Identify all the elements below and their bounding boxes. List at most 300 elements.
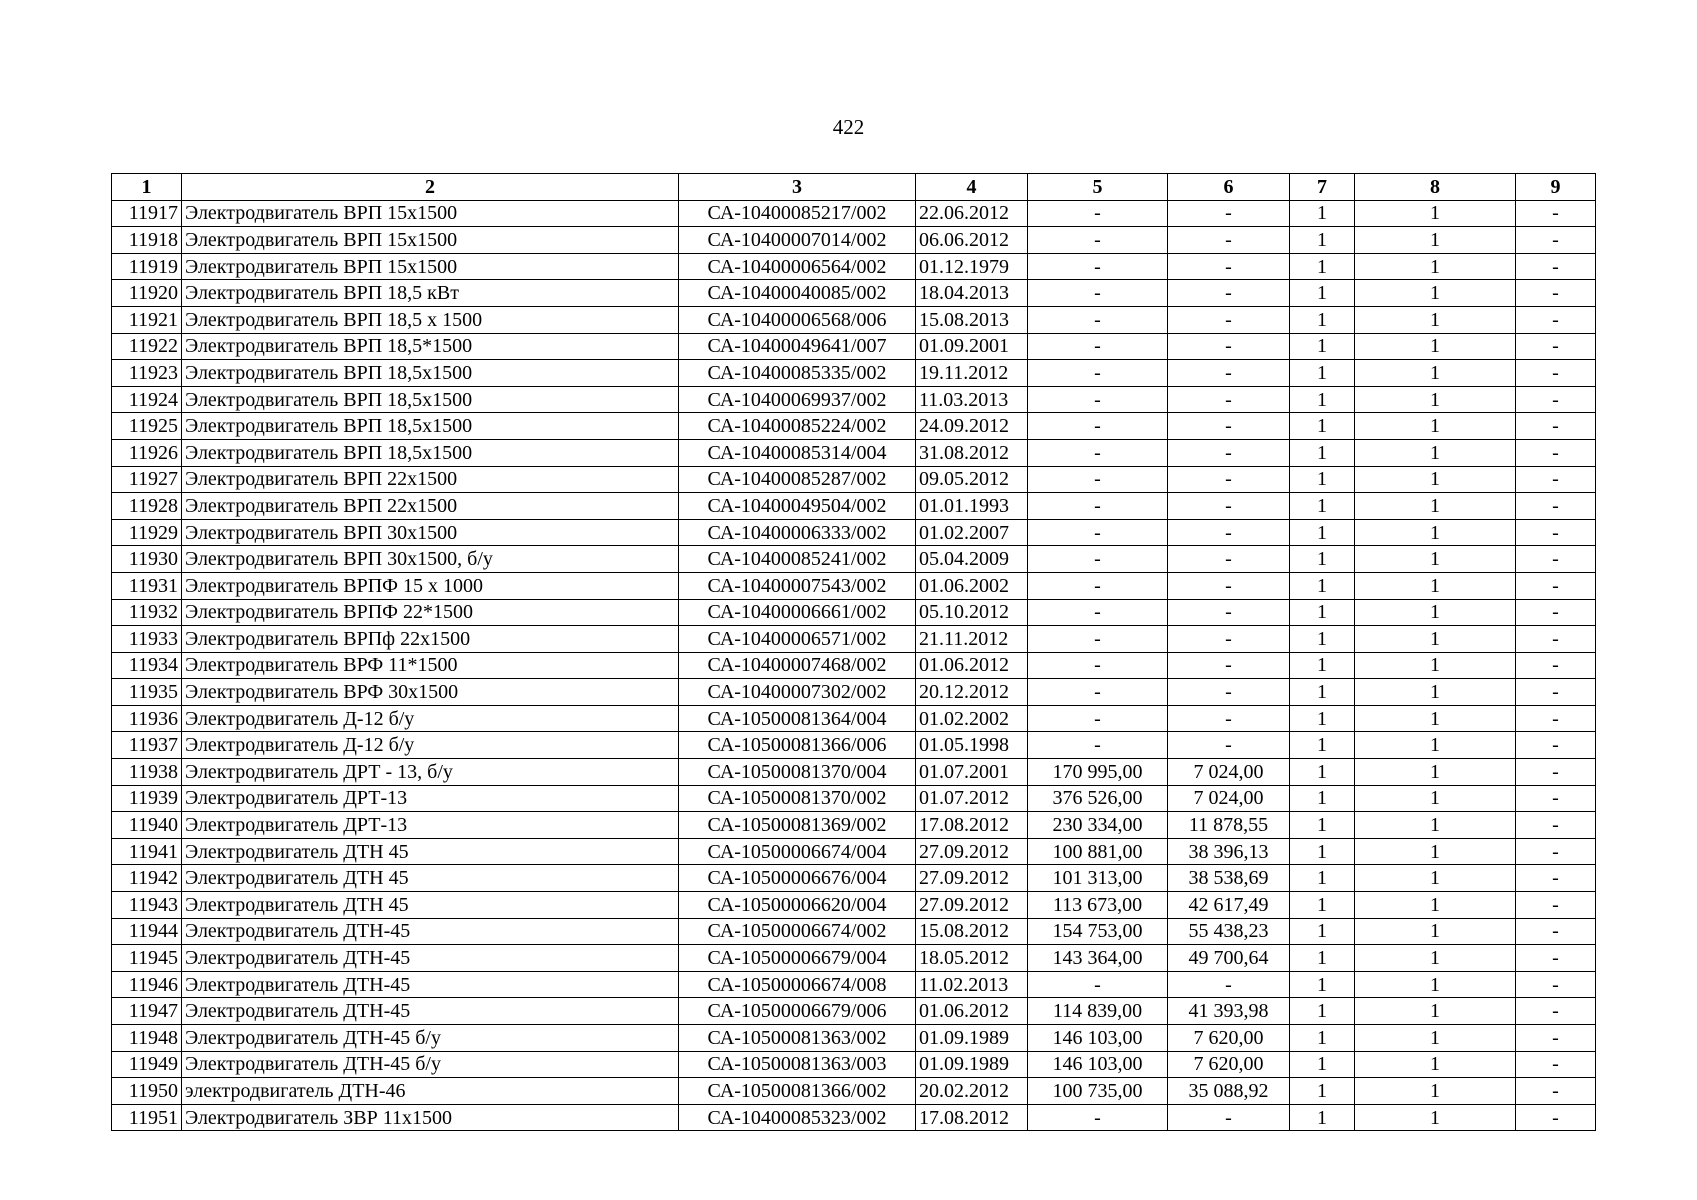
cell-item-name: Электродвигатель ВРП 15х1500 (182, 253, 679, 280)
cell-row-number: 11935 (112, 679, 182, 706)
cell-note: - (1516, 546, 1596, 573)
cell-date: 01.12.1979 (916, 253, 1028, 280)
cell-inventory-number: СА-10400085241/002 (679, 546, 916, 573)
table-header-row (112, 174, 1596, 201)
cell-row-number: 11951 (112, 1104, 182, 1131)
cell-quantity: 1 (1290, 812, 1355, 839)
cell-residual-cost: - (1168, 626, 1290, 653)
cell-item-name: Электродвигатель ДТН 45 (182, 838, 679, 865)
cell-date: 19.11.2012 (916, 360, 1028, 387)
cell-note: - (1516, 280, 1596, 307)
column-header-8: 8 (1355, 174, 1516, 201)
cell-item-name: электродвигатель ДТН-46 (182, 1078, 679, 1105)
cell-quantity: 1 (1290, 785, 1355, 812)
cell-inventory-number: СА-10400007302/002 (679, 679, 916, 706)
cell-row-number: 11937 (112, 732, 182, 759)
cell-item-name: Электродвигатель ДТН-45 (182, 918, 679, 945)
cell-item-name: Электродвигатель ВРП 22х1500 (182, 466, 679, 493)
table-row (112, 945, 1596, 972)
cell-date: 01.06.2012 (916, 652, 1028, 679)
table-row (112, 466, 1596, 493)
table-row (112, 1078, 1596, 1105)
cell-note: - (1516, 439, 1596, 466)
cell-initial-cost: 113 673,00 (1028, 892, 1168, 919)
column-header-7: 7 (1290, 174, 1355, 201)
cell-inventory-number: СА-10500081363/002 (679, 1025, 916, 1052)
cell-quantity: 1 (1290, 971, 1355, 998)
cell-quantity-2: 1 (1355, 1078, 1516, 1105)
cell-row-number: 11919 (112, 253, 182, 280)
cell-row-number: 11925 (112, 413, 182, 440)
cell-residual-cost: - (1168, 227, 1290, 254)
cell-residual-cost: - (1168, 652, 1290, 679)
cell-initial-cost: - (1028, 679, 1168, 706)
cell-note: - (1516, 865, 1596, 892)
cell-inventory-number: СА-10500081364/004 (679, 705, 916, 732)
cell-inventory-number: СА-10500006674/004 (679, 838, 916, 865)
cell-inventory-number: СА-10500081366/006 (679, 732, 916, 759)
cell-row-number: 11946 (112, 971, 182, 998)
cell-quantity-2: 1 (1355, 466, 1516, 493)
cell-note: - (1516, 466, 1596, 493)
table-row (112, 998, 1596, 1025)
cell-note: - (1516, 1104, 1596, 1131)
cell-inventory-number: СА-10400040085/002 (679, 280, 916, 307)
cell-residual-cost: - (1168, 280, 1290, 307)
cell-note: - (1516, 705, 1596, 732)
cell-quantity: 1 (1290, 865, 1355, 892)
cell-initial-cost: 170 995,00 (1028, 759, 1168, 786)
cell-initial-cost: - (1028, 200, 1168, 227)
cell-note: - (1516, 812, 1596, 839)
cell-quantity: 1 (1290, 386, 1355, 413)
cell-initial-cost: - (1028, 572, 1168, 599)
cell-note: - (1516, 493, 1596, 520)
cell-item-name: Электродвигатель ДТН 45 (182, 892, 679, 919)
cell-initial-cost: - (1028, 732, 1168, 759)
cell-quantity: 1 (1290, 759, 1355, 786)
cell-initial-cost: - (1028, 519, 1168, 546)
cell-row-number: 11938 (112, 759, 182, 786)
cell-quantity: 1 (1290, 732, 1355, 759)
cell-quantity-2: 1 (1355, 360, 1516, 387)
cell-row-number: 11941 (112, 838, 182, 865)
cell-residual-cost: - (1168, 200, 1290, 227)
cell-residual-cost: - (1168, 519, 1290, 546)
cell-quantity: 1 (1290, 360, 1355, 387)
cell-row-number: 11943 (112, 892, 182, 919)
cell-quantity: 1 (1290, 626, 1355, 653)
cell-row-number: 11929 (112, 519, 182, 546)
cell-residual-cost: - (1168, 599, 1290, 626)
cell-inventory-number: СА-10400085224/002 (679, 413, 916, 440)
table-row (112, 918, 1596, 945)
cell-inventory-number: СА-10400085335/002 (679, 360, 916, 387)
cell-item-name: Электродвигатель ДТН-45 б/у (182, 1025, 679, 1052)
cell-item-name: Электродвигатель ВРП 18,5х1500 (182, 413, 679, 440)
cell-item-name: Электродвигатель ДРТ - 13, б/у (182, 759, 679, 786)
cell-date: 27.09.2012 (916, 892, 1028, 919)
cell-date: 15.08.2013 (916, 306, 1028, 333)
cell-row-number: 11930 (112, 546, 182, 573)
table-row (112, 865, 1596, 892)
cell-quantity: 1 (1290, 705, 1355, 732)
cell-quantity: 1 (1290, 253, 1355, 280)
cell-initial-cost: - (1028, 1104, 1168, 1131)
cell-note: - (1516, 759, 1596, 786)
cell-date: 18.05.2012 (916, 945, 1028, 972)
cell-quantity: 1 (1290, 572, 1355, 599)
cell-quantity-2: 1 (1355, 439, 1516, 466)
cell-initial-cost: 146 103,00 (1028, 1051, 1168, 1078)
cell-date: 24.09.2012 (916, 413, 1028, 440)
cell-row-number: 11950 (112, 1078, 182, 1105)
cell-row-number: 11942 (112, 865, 182, 892)
cell-row-number: 11921 (112, 306, 182, 333)
cell-date: 27.09.2012 (916, 865, 1028, 892)
cell-row-number: 11927 (112, 466, 182, 493)
cell-quantity: 1 (1290, 945, 1355, 972)
cell-quantity-2: 1 (1355, 253, 1516, 280)
cell-item-name: Электродвигатель ДРТ-13 (182, 812, 679, 839)
cell-date: 01.09.1989 (916, 1025, 1028, 1052)
cell-residual-cost: 38 396,13 (1168, 838, 1290, 865)
cell-inventory-number: СА-10400049641/007 (679, 333, 916, 360)
cell-date: 09.05.2012 (916, 466, 1028, 493)
cell-item-name: Электродвигатель ЗВР 11х1500 (182, 1104, 679, 1131)
cell-note: - (1516, 306, 1596, 333)
cell-residual-cost: - (1168, 546, 1290, 573)
cell-initial-cost: - (1028, 386, 1168, 413)
cell-quantity: 1 (1290, 413, 1355, 440)
cell-date: 11.02.2013 (916, 971, 1028, 998)
page-number: 422 (832, 115, 865, 139)
cell-residual-cost: 38 538,69 (1168, 865, 1290, 892)
cell-note: - (1516, 838, 1596, 865)
cell-note: - (1516, 732, 1596, 759)
table-row (112, 838, 1596, 865)
cell-initial-cost: - (1028, 705, 1168, 732)
cell-quantity: 1 (1290, 306, 1355, 333)
cell-note: - (1516, 386, 1596, 413)
cell-date: 11.03.2013 (916, 386, 1028, 413)
cell-initial-cost: - (1028, 253, 1168, 280)
table-row (112, 306, 1596, 333)
cell-residual-cost: - (1168, 386, 1290, 413)
cell-residual-cost: - (1168, 971, 1290, 998)
cell-note: - (1516, 971, 1596, 998)
cell-initial-cost: - (1028, 971, 1168, 998)
cell-residual-cost: - (1168, 493, 1290, 520)
cell-row-number: 11944 (112, 918, 182, 945)
table-row (112, 652, 1596, 679)
cell-item-name: Электродвигатель ВРП 30х1500, б/у (182, 546, 679, 573)
cell-quantity: 1 (1290, 333, 1355, 360)
cell-quantity-2: 1 (1355, 333, 1516, 360)
cell-quantity-2: 1 (1355, 626, 1516, 653)
table-row (112, 812, 1596, 839)
cell-note: - (1516, 1051, 1596, 1078)
cell-item-name: Электродвигатель ВРФ 11*1500 (182, 652, 679, 679)
cell-residual-cost: - (1168, 679, 1290, 706)
cell-quantity: 1 (1290, 546, 1355, 573)
cell-inventory-number: СА-10500006679/004 (679, 945, 916, 972)
table-row (112, 333, 1596, 360)
cell-item-name: Электродвигатель Д-12 б/у (182, 705, 679, 732)
cell-inventory-number: СА-10400006661/002 (679, 599, 916, 626)
cell-residual-cost: - (1168, 705, 1290, 732)
table-row (112, 439, 1596, 466)
cell-initial-cost: - (1028, 652, 1168, 679)
cell-item-name: Электродвигатель ВРПф 22х1500 (182, 626, 679, 653)
cell-residual-cost: - (1168, 466, 1290, 493)
cell-inventory-number: СА-10500081366/002 (679, 1078, 916, 1105)
cell-date: 01.06.2002 (916, 572, 1028, 599)
cell-inventory-number: СА-10400006568/006 (679, 306, 916, 333)
cell-quantity-2: 1 (1355, 1025, 1516, 1052)
cell-quantity: 1 (1290, 519, 1355, 546)
cell-quantity: 1 (1290, 227, 1355, 254)
table-row (112, 732, 1596, 759)
table-row (112, 280, 1596, 307)
cell-inventory-number: СА-10500006674/002 (679, 918, 916, 945)
cell-quantity: 1 (1290, 280, 1355, 307)
cell-item-name: Электродвигатель ВРП 18,5х1500 (182, 386, 679, 413)
cell-inventory-number: СА-10400085314/004 (679, 439, 916, 466)
table-row (112, 413, 1596, 440)
cell-date: 17.08.2012 (916, 1104, 1028, 1131)
cell-note: - (1516, 253, 1596, 280)
cell-initial-cost: - (1028, 413, 1168, 440)
cell-quantity-2: 1 (1355, 519, 1516, 546)
table-row (112, 971, 1596, 998)
cell-quantity: 1 (1290, 493, 1355, 520)
cell-residual-cost: 11 878,55 (1168, 812, 1290, 839)
cell-quantity: 1 (1290, 838, 1355, 865)
cell-initial-cost: - (1028, 333, 1168, 360)
cell-note: - (1516, 918, 1596, 945)
cell-quantity: 1 (1290, 918, 1355, 945)
cell-date: 01.07.2001 (916, 759, 1028, 786)
cell-quantity-2: 1 (1355, 679, 1516, 706)
column-header-3: 3 (679, 174, 916, 201)
cell-row-number: 11926 (112, 439, 182, 466)
cell-note: - (1516, 626, 1596, 653)
cell-quantity-2: 1 (1355, 892, 1516, 919)
cell-inventory-number: СА-10500081363/003 (679, 1051, 916, 1078)
table-row (112, 599, 1596, 626)
cell-initial-cost: - (1028, 546, 1168, 573)
cell-initial-cost: 376 526,00 (1028, 785, 1168, 812)
cell-item-name: Электродвигатель ВРП 18,5х1500 (182, 439, 679, 466)
cell-residual-cost: - (1168, 360, 1290, 387)
table-row (112, 493, 1596, 520)
cell-inventory-number: СА-10400085287/002 (679, 466, 916, 493)
cell-note: - (1516, 679, 1596, 706)
cell-residual-cost: - (1168, 572, 1290, 599)
table-row (112, 1025, 1596, 1052)
table-row (112, 785, 1596, 812)
cell-quantity: 1 (1290, 892, 1355, 919)
cell-quantity-2: 1 (1355, 945, 1516, 972)
cell-note: - (1516, 892, 1596, 919)
cell-inventory-number: СА-10400007014/002 (679, 227, 916, 254)
cell-quantity-2: 1 (1355, 493, 1516, 520)
cell-date: 01.02.2002 (916, 705, 1028, 732)
cell-quantity-2: 1 (1355, 227, 1516, 254)
cell-quantity: 1 (1290, 599, 1355, 626)
cell-note: - (1516, 652, 1596, 679)
table-row (112, 892, 1596, 919)
cell-quantity: 1 (1290, 1051, 1355, 1078)
cell-initial-cost: 114 839,00 (1028, 998, 1168, 1025)
cell-item-name: Электродвигатель ВРП 18,5*1500 (182, 333, 679, 360)
cell-item-name: Электродвигатель ДТН-45 б/у (182, 1051, 679, 1078)
cell-initial-cost: 154 753,00 (1028, 918, 1168, 945)
cell-date: 21.11.2012 (916, 626, 1028, 653)
cell-initial-cost: - (1028, 439, 1168, 466)
cell-date: 27.09.2012 (916, 838, 1028, 865)
cell-initial-cost: 230 334,00 (1028, 812, 1168, 839)
cell-note: - (1516, 360, 1596, 387)
cell-item-name: Электродвигатель ВРФ 30х1500 (182, 679, 679, 706)
cell-note: - (1516, 945, 1596, 972)
cell-date: 22.06.2012 (916, 200, 1028, 227)
cell-note: - (1516, 200, 1596, 227)
cell-row-number: 11949 (112, 1051, 182, 1078)
cell-initial-cost: 100 881,00 (1028, 838, 1168, 865)
table-row (112, 572, 1596, 599)
cell-initial-cost: 100 735,00 (1028, 1078, 1168, 1105)
cell-residual-cost: 7 620,00 (1168, 1025, 1290, 1052)
cell-date: 20.12.2012 (916, 679, 1028, 706)
cell-initial-cost: 143 364,00 (1028, 945, 1168, 972)
cell-quantity-2: 1 (1355, 572, 1516, 599)
table-row (112, 386, 1596, 413)
cell-row-number: 11948 (112, 1025, 182, 1052)
column-header-1: 1 (112, 174, 182, 201)
cell-quantity-2: 1 (1355, 838, 1516, 865)
cell-inventory-number: СА-10500006679/006 (679, 998, 916, 1025)
cell-date: 01.06.2012 (916, 998, 1028, 1025)
table-row (112, 1051, 1596, 1078)
cell-residual-cost: 41 393,98 (1168, 998, 1290, 1025)
cell-quantity-2: 1 (1355, 599, 1516, 626)
cell-inventory-number: СА-10500081369/002 (679, 812, 916, 839)
cell-item-name: Электродвигатель ДТН 45 (182, 865, 679, 892)
cell-item-name: Электродвигатель ВРПФ 15 х 1000 (182, 572, 679, 599)
cell-inventory-number: СА-10500006620/004 (679, 892, 916, 919)
column-header-2: 2 (182, 174, 679, 201)
cell-inventory-number: СА-10500081370/002 (679, 785, 916, 812)
cell-quantity: 1 (1290, 439, 1355, 466)
cell-inventory-number: СА-10400007468/002 (679, 652, 916, 679)
cell-row-number: 11931 (112, 572, 182, 599)
cell-row-number: 11928 (112, 493, 182, 520)
cell-inventory-number: СА-10400049504/002 (679, 493, 916, 520)
cell-inventory-number: СА-10400085217/002 (679, 200, 916, 227)
cell-row-number: 11932 (112, 599, 182, 626)
cell-quantity-2: 1 (1355, 413, 1516, 440)
cell-inventory-number: СА-10400007543/002 (679, 572, 916, 599)
cell-inventory-number: СА-10400085323/002 (679, 1104, 916, 1131)
cell-row-number: 11945 (112, 945, 182, 972)
cell-residual-cost: - (1168, 333, 1290, 360)
cell-note: - (1516, 519, 1596, 546)
cell-inventory-number: СА-10500081370/004 (679, 759, 916, 786)
cell-residual-cost: - (1168, 306, 1290, 333)
cell-quantity: 1 (1290, 1104, 1355, 1131)
cell-inventory-number: СА-10400006333/002 (679, 519, 916, 546)
table-row (112, 705, 1596, 732)
cell-row-number: 11923 (112, 360, 182, 387)
cell-note: - (1516, 1078, 1596, 1105)
cell-item-name: Электродвигатель ВРП 18,5х1500 (182, 360, 679, 387)
cell-residual-cost: - (1168, 439, 1290, 466)
cell-quantity-2: 1 (1355, 785, 1516, 812)
cell-row-number: 11917 (112, 200, 182, 227)
cell-item-name: Электродвигатель ДТН-45 (182, 971, 679, 998)
cell-residual-cost: - (1168, 1104, 1290, 1131)
cell-item-name: Электродвигатель Д-12 б/у (182, 732, 679, 759)
cell-residual-cost: - (1168, 732, 1290, 759)
table-row (112, 519, 1596, 546)
cell-item-name: Электродвигатель ВРПФ 22*1500 (182, 599, 679, 626)
cell-date: 20.02.2012 (916, 1078, 1028, 1105)
cell-inventory-number: СА-10400006571/002 (679, 626, 916, 653)
table-row (112, 1104, 1596, 1131)
table-row (112, 679, 1596, 706)
cell-initial-cost: - (1028, 626, 1168, 653)
cell-initial-cost: - (1028, 360, 1168, 387)
cell-date: 01.09.1989 (916, 1051, 1028, 1078)
cell-residual-cost: 49 700,64 (1168, 945, 1290, 972)
cell-quantity-2: 1 (1355, 306, 1516, 333)
cell-quantity-2: 1 (1355, 918, 1516, 945)
cell-note: - (1516, 599, 1596, 626)
cell-quantity-2: 1 (1355, 971, 1516, 998)
cell-note: - (1516, 413, 1596, 440)
cell-quantity-2: 1 (1355, 998, 1516, 1025)
cell-date: 31.08.2012 (916, 439, 1028, 466)
cell-inventory-number: СА-10400006564/002 (679, 253, 916, 280)
cell-note: - (1516, 998, 1596, 1025)
cell-initial-cost: - (1028, 306, 1168, 333)
table-row (112, 626, 1596, 653)
cell-note: - (1516, 333, 1596, 360)
cell-note: - (1516, 227, 1596, 254)
cell-item-name: Электродвигатель ВРП 18,5 кВт (182, 280, 679, 307)
column-header-5: 5 (1028, 174, 1168, 201)
column-header-9: 9 (1516, 174, 1596, 201)
cell-row-number: 11922 (112, 333, 182, 360)
cell-date: 06.06.2012 (916, 227, 1028, 254)
cell-residual-cost: 55 438,23 (1168, 918, 1290, 945)
cell-item-name: Электродвигатель ВРП 15х1500 (182, 227, 679, 254)
table-row (112, 759, 1596, 786)
cell-row-number: 11940 (112, 812, 182, 839)
cell-inventory-number: СА-10500006674/008 (679, 971, 916, 998)
cell-quantity: 1 (1290, 679, 1355, 706)
cell-initial-cost: - (1028, 227, 1168, 254)
cell-row-number: 11924 (112, 386, 182, 413)
cell-initial-cost: - (1028, 493, 1168, 520)
cell-row-number: 11939 (112, 785, 182, 812)
cell-inventory-number: СА-10500006676/004 (679, 865, 916, 892)
asset-registry-table (111, 173, 1596, 1131)
cell-quantity: 1 (1290, 652, 1355, 679)
cell-item-name: Электродвигатель ВРП 15х1500 (182, 200, 679, 227)
